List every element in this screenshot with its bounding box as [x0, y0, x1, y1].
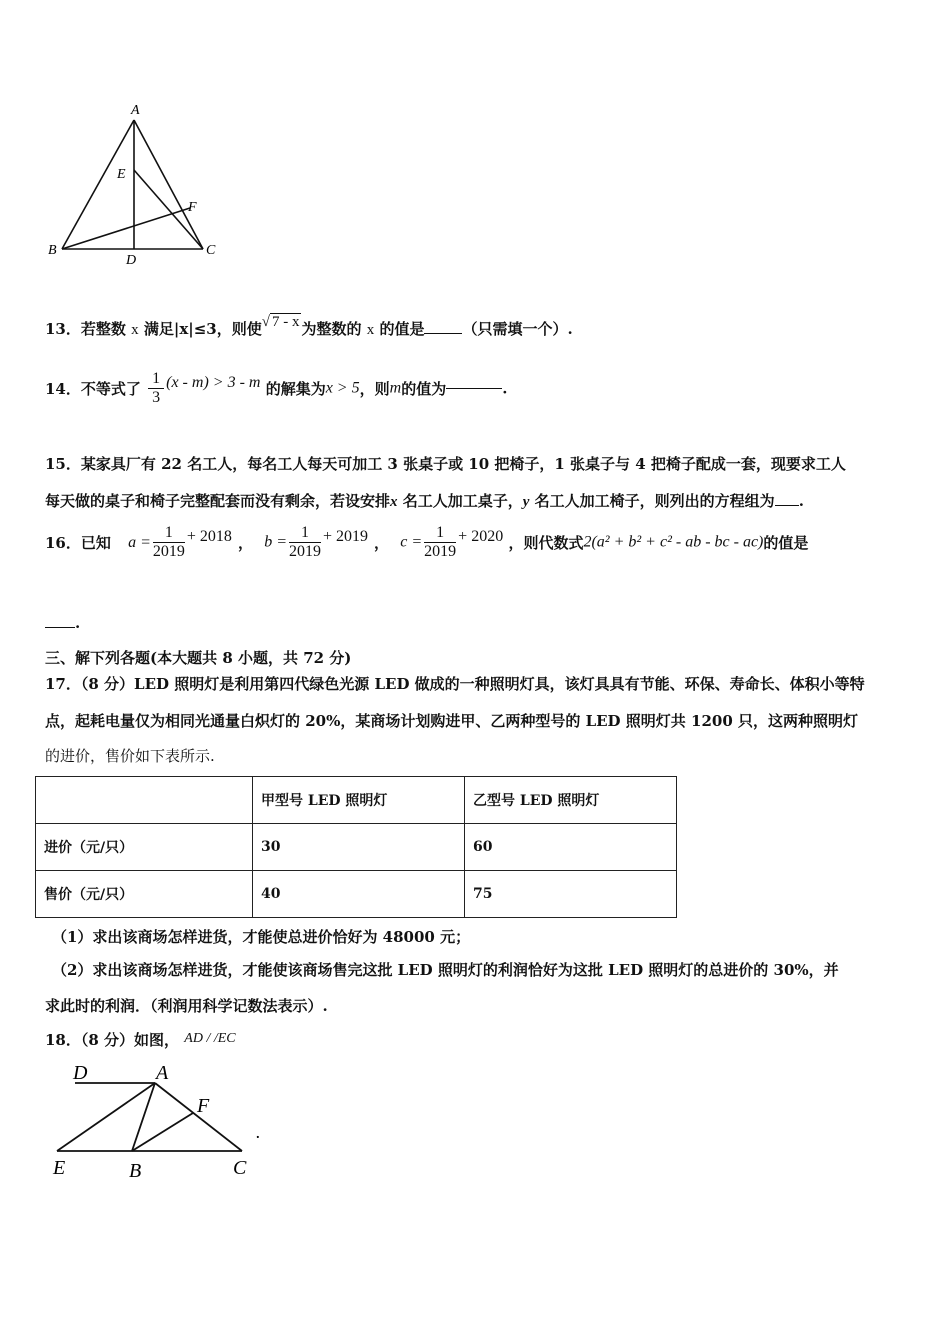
q14-frac-num: 1	[148, 370, 164, 389]
q16-c-den: 2019	[424, 543, 457, 560]
q14-text-b: 的解集为	[265, 380, 326, 398]
triangle-figure-1	[40, 98, 230, 273]
q14-expression: (x - m) > 3 - m	[166, 373, 261, 391]
q16-c-lhs: c =	[400, 533, 423, 551]
q13-text-b: 满足|x|≤3，则使	[143, 320, 262, 338]
table-row	[36, 824, 677, 871]
q16-b-lhs: b =	[264, 533, 287, 551]
q16-b-den: 2019	[288, 543, 321, 560]
q13-text-d: 的值是	[379, 320, 425, 338]
fig2-label-B: B	[129, 1160, 142, 1182]
q14-text-c: ，则	[359, 380, 390, 398]
q16-sep-1: ，	[237, 534, 253, 552]
q16-b-rhs: + 2019	[322, 527, 369, 545]
label-F: F	[188, 200, 197, 215]
fig2-label-D: D	[73, 1062, 88, 1084]
table-header-cell	[36, 777, 253, 824]
q13-text-e: （只需填一个）.	[462, 320, 573, 338]
question-13	[45, 314, 573, 339]
q14-text-d: 的值为	[401, 380, 447, 398]
price-table	[35, 776, 677, 918]
q14-var-m: m	[389, 379, 402, 397]
q14-answer-blank[interactable]	[446, 388, 502, 389]
q16-a-lhs: a =	[128, 533, 151, 551]
q16-c-rhs: + 2020	[458, 527, 504, 545]
q16-a-num: 1	[153, 524, 185, 543]
table-row	[36, 871, 677, 918]
question-17-line-2: 点，起耗电量仅为相同光通量白炽灯的 20%，某商场计划购进甲、乙两种型号的 LED 照明灯共 1200 只，这两种照明灯	[45, 712, 858, 730]
table-cell: 售价（元/只）	[36, 871, 253, 918]
q13-sqrt: √ 7 - x	[261, 314, 300, 330]
q14-text-a: 不等式了	[80, 380, 141, 398]
q13-text-c: 为整数的	[301, 320, 362, 338]
q15-var-x: x	[390, 494, 398, 510]
fig2-trail-dot: .	[256, 1122, 261, 1142]
q13-text-a: 若整数	[80, 320, 126, 338]
table-header-row	[36, 777, 677, 824]
label-A: A	[131, 103, 140, 118]
q16-answer-blank[interactable]	[45, 627, 75, 628]
q14-fraction	[148, 370, 164, 407]
table-cell: 进价（元/只）	[36, 824, 253, 871]
table-cell: 60	[465, 824, 677, 871]
label-E: E	[117, 167, 126, 182]
table-header-cell: 乙型号 LED 照明灯	[465, 777, 677, 824]
label-B: B	[48, 243, 57, 258]
q14-frac-den: 3	[152, 389, 161, 406]
question-18	[45, 1029, 236, 1050]
section-3-title: 三、解下列各题(本大题共 8 小题，共 72 分)	[45, 649, 352, 667]
question-17-sub-1: （1）求出该商场怎样进货，才能使总进价恰好为 48000 元；	[52, 928, 471, 946]
q16-answer-line	[45, 614, 80, 632]
triangle-figure-2	[45, 1058, 275, 1188]
q18-number: 18．（8 分）如图，	[45, 1031, 180, 1049]
question-17-sub-2-line-1: （2）求出该商场怎样进货，才能使该商场售完这批 LED 照明灯的利润恰好为这批 LED 照明灯的总进价的 30%，并	[52, 961, 839, 979]
q16-c-num: 1	[424, 524, 456, 543]
q16-text-a: ，则代数式	[508, 534, 584, 552]
table-header-cell: 甲型号 LED 照明灯	[253, 777, 465, 824]
fig2-label-C: C	[233, 1157, 247, 1179]
q16-a-den: 2019	[152, 543, 185, 560]
fig2-label-A: A	[156, 1062, 169, 1084]
q16-text-b: 的值是	[763, 534, 809, 552]
q16-a-rhs: + 2018	[186, 527, 232, 545]
question-15-line-2	[45, 490, 804, 511]
q16-a-fraction	[153, 524, 185, 561]
q16-end: .	[75, 614, 81, 632]
question-16	[45, 524, 808, 561]
q15-var-y: y	[522, 494, 530, 510]
q16-sep-2: ，	[374, 534, 390, 552]
question-15-line-1: 15．某家具厂有 22 名工人，每名工人每天可加工 3 张桌子或 10 把椅子，1 张桌子与 4 把椅子配成一套，现要求工人	[45, 455, 846, 473]
question-14	[45, 370, 507, 407]
table-cell: 30	[253, 824, 465, 871]
q14-solution: x > 5	[325, 379, 360, 397]
question-17-line-1: 17．（8 分）LED 照明灯是利用第四代绿色光源 LED 做成的一种照明灯具，该灯具具有节能、环保、寿命长、体积小等特	[45, 675, 865, 693]
q13-number: 13．	[45, 320, 81, 338]
label-D: D	[126, 253, 137, 268]
q16-number: 16．已知	[45, 534, 111, 552]
question-17-line-3: 的进价，售价如下表所示.	[45, 747, 215, 765]
q15-line2-a: 每天做的桌子和椅子完整配套而没有剩余，若设安排	[45, 492, 391, 510]
q16-b-fraction	[289, 524, 321, 561]
q16-c-fraction	[424, 524, 456, 561]
q15-line2-end: .	[798, 492, 804, 510]
fig2-label-F: F	[197, 1095, 210, 1117]
q18-condition: AD / /EC	[184, 1031, 236, 1046]
q13-radicand: 7 - x	[271, 314, 300, 330]
question-17-sub-2-line-2: 求此时的利润．（利润用科学记数法表示）.	[45, 997, 328, 1015]
q16-expression: 2(a² + b² + c² - ab - bc - ac)	[583, 533, 764, 551]
table-cell: 75	[465, 871, 677, 918]
q13-var-x: x	[131, 322, 139, 338]
q14-number: 14．	[45, 380, 81, 398]
q15-line2-c: 名工人加工椅子，则列出的方程组为	[534, 492, 775, 510]
fig2-label-E: E	[53, 1157, 66, 1179]
q13-answer-blank[interactable]	[424, 333, 462, 334]
table-cell: 40	[253, 871, 465, 918]
q15-line2-b: 名工人加工桌子，	[402, 492, 523, 510]
q16-b-num: 1	[289, 524, 321, 543]
q13-var-x2: x	[366, 322, 375, 338]
q15-answer-blank[interactable]	[775, 505, 799, 506]
q14-text-e: .	[502, 379, 508, 398]
label-C: C	[206, 243, 216, 258]
